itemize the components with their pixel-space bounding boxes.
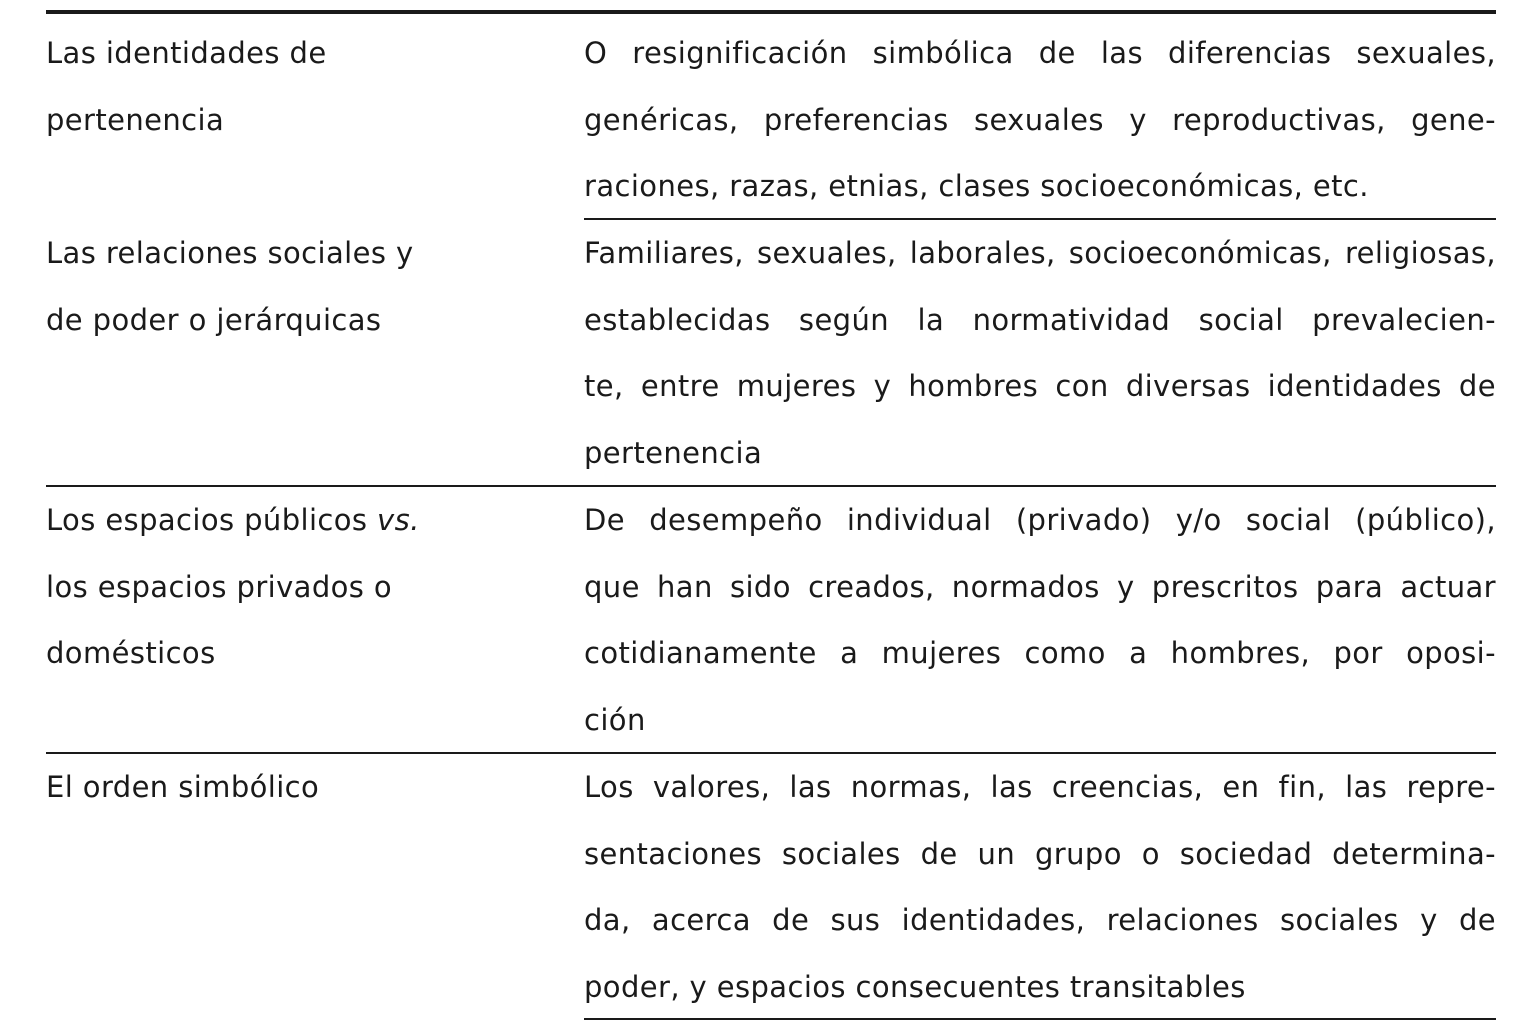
term-line: domésticos (46, 636, 216, 671)
term-line (46, 487, 546, 554)
term-line: Las relaciones sociales y (46, 236, 414, 270)
description-line: poder, y espacios consecuentes transitables (584, 970, 1246, 1005)
term-line: los espacios privados o (46, 569, 393, 604)
description-cell (584, 754, 1496, 1021)
description-line: pertenencia (584, 436, 763, 471)
description-line: establecidas según la normatividad social prevalecien- (584, 302, 1496, 337)
description-cell (584, 20, 1496, 220)
description-line: sentaciones sociales de un grupo o sociedad determina- (584, 836, 1496, 871)
description-line: cotidianamente a mujeres como a hombres, por oposi- (584, 636, 1496, 671)
description-line: te, entre mujeres y hombres con diversas identidades de (584, 369, 1496, 404)
table-row (46, 754, 1496, 1019)
table-row (46, 220, 1496, 485)
term-line: de poder o jerárquicas (46, 302, 382, 337)
description-line: que han sido creados, normados y prescritos para actuar (584, 569, 1496, 604)
description-line: genéricas, preferencias sexuales y reproductivas, gene- (584, 102, 1496, 137)
description-cell (584, 220, 1496, 487)
table-row (46, 20, 1496, 218)
table-row (46, 487, 1496, 752)
term-cell (46, 487, 546, 687)
table-top-rule (46, 10, 1496, 14)
term-line-text: Los espacios públicos (46, 503, 378, 537)
description-line: O resignificación simbólica de las diferencias sexuales, (584, 36, 1496, 70)
description-line: De desempeño individual (privado) y/o social (público), (584, 503, 1496, 537)
description-cell (584, 487, 1496, 754)
term-line: El orden simbólico (46, 770, 320, 804)
description-line: Familiares, sexuales, laborales, socioeconómicas, religiosas, (584, 236, 1496, 270)
term-line-italic: vs. (377, 503, 420, 537)
term-cell (46, 20, 546, 153)
description-line: raciones, razas, etnias, clases socioeconómicas, etc. (584, 169, 1369, 204)
description-line: Los valores, las normas, las creencias, en fin, las repre- (584, 770, 1496, 804)
row-divider (584, 1018, 1496, 1020)
description-line: da, acerca de sus identidades, relaciones sociales y de (584, 903, 1496, 938)
term-cell (46, 754, 546, 821)
term-cell (46, 220, 546, 353)
term-line: Las identidades de (46, 36, 327, 70)
term-line: pertenencia (46, 102, 225, 137)
description-line: ción (584, 703, 646, 738)
